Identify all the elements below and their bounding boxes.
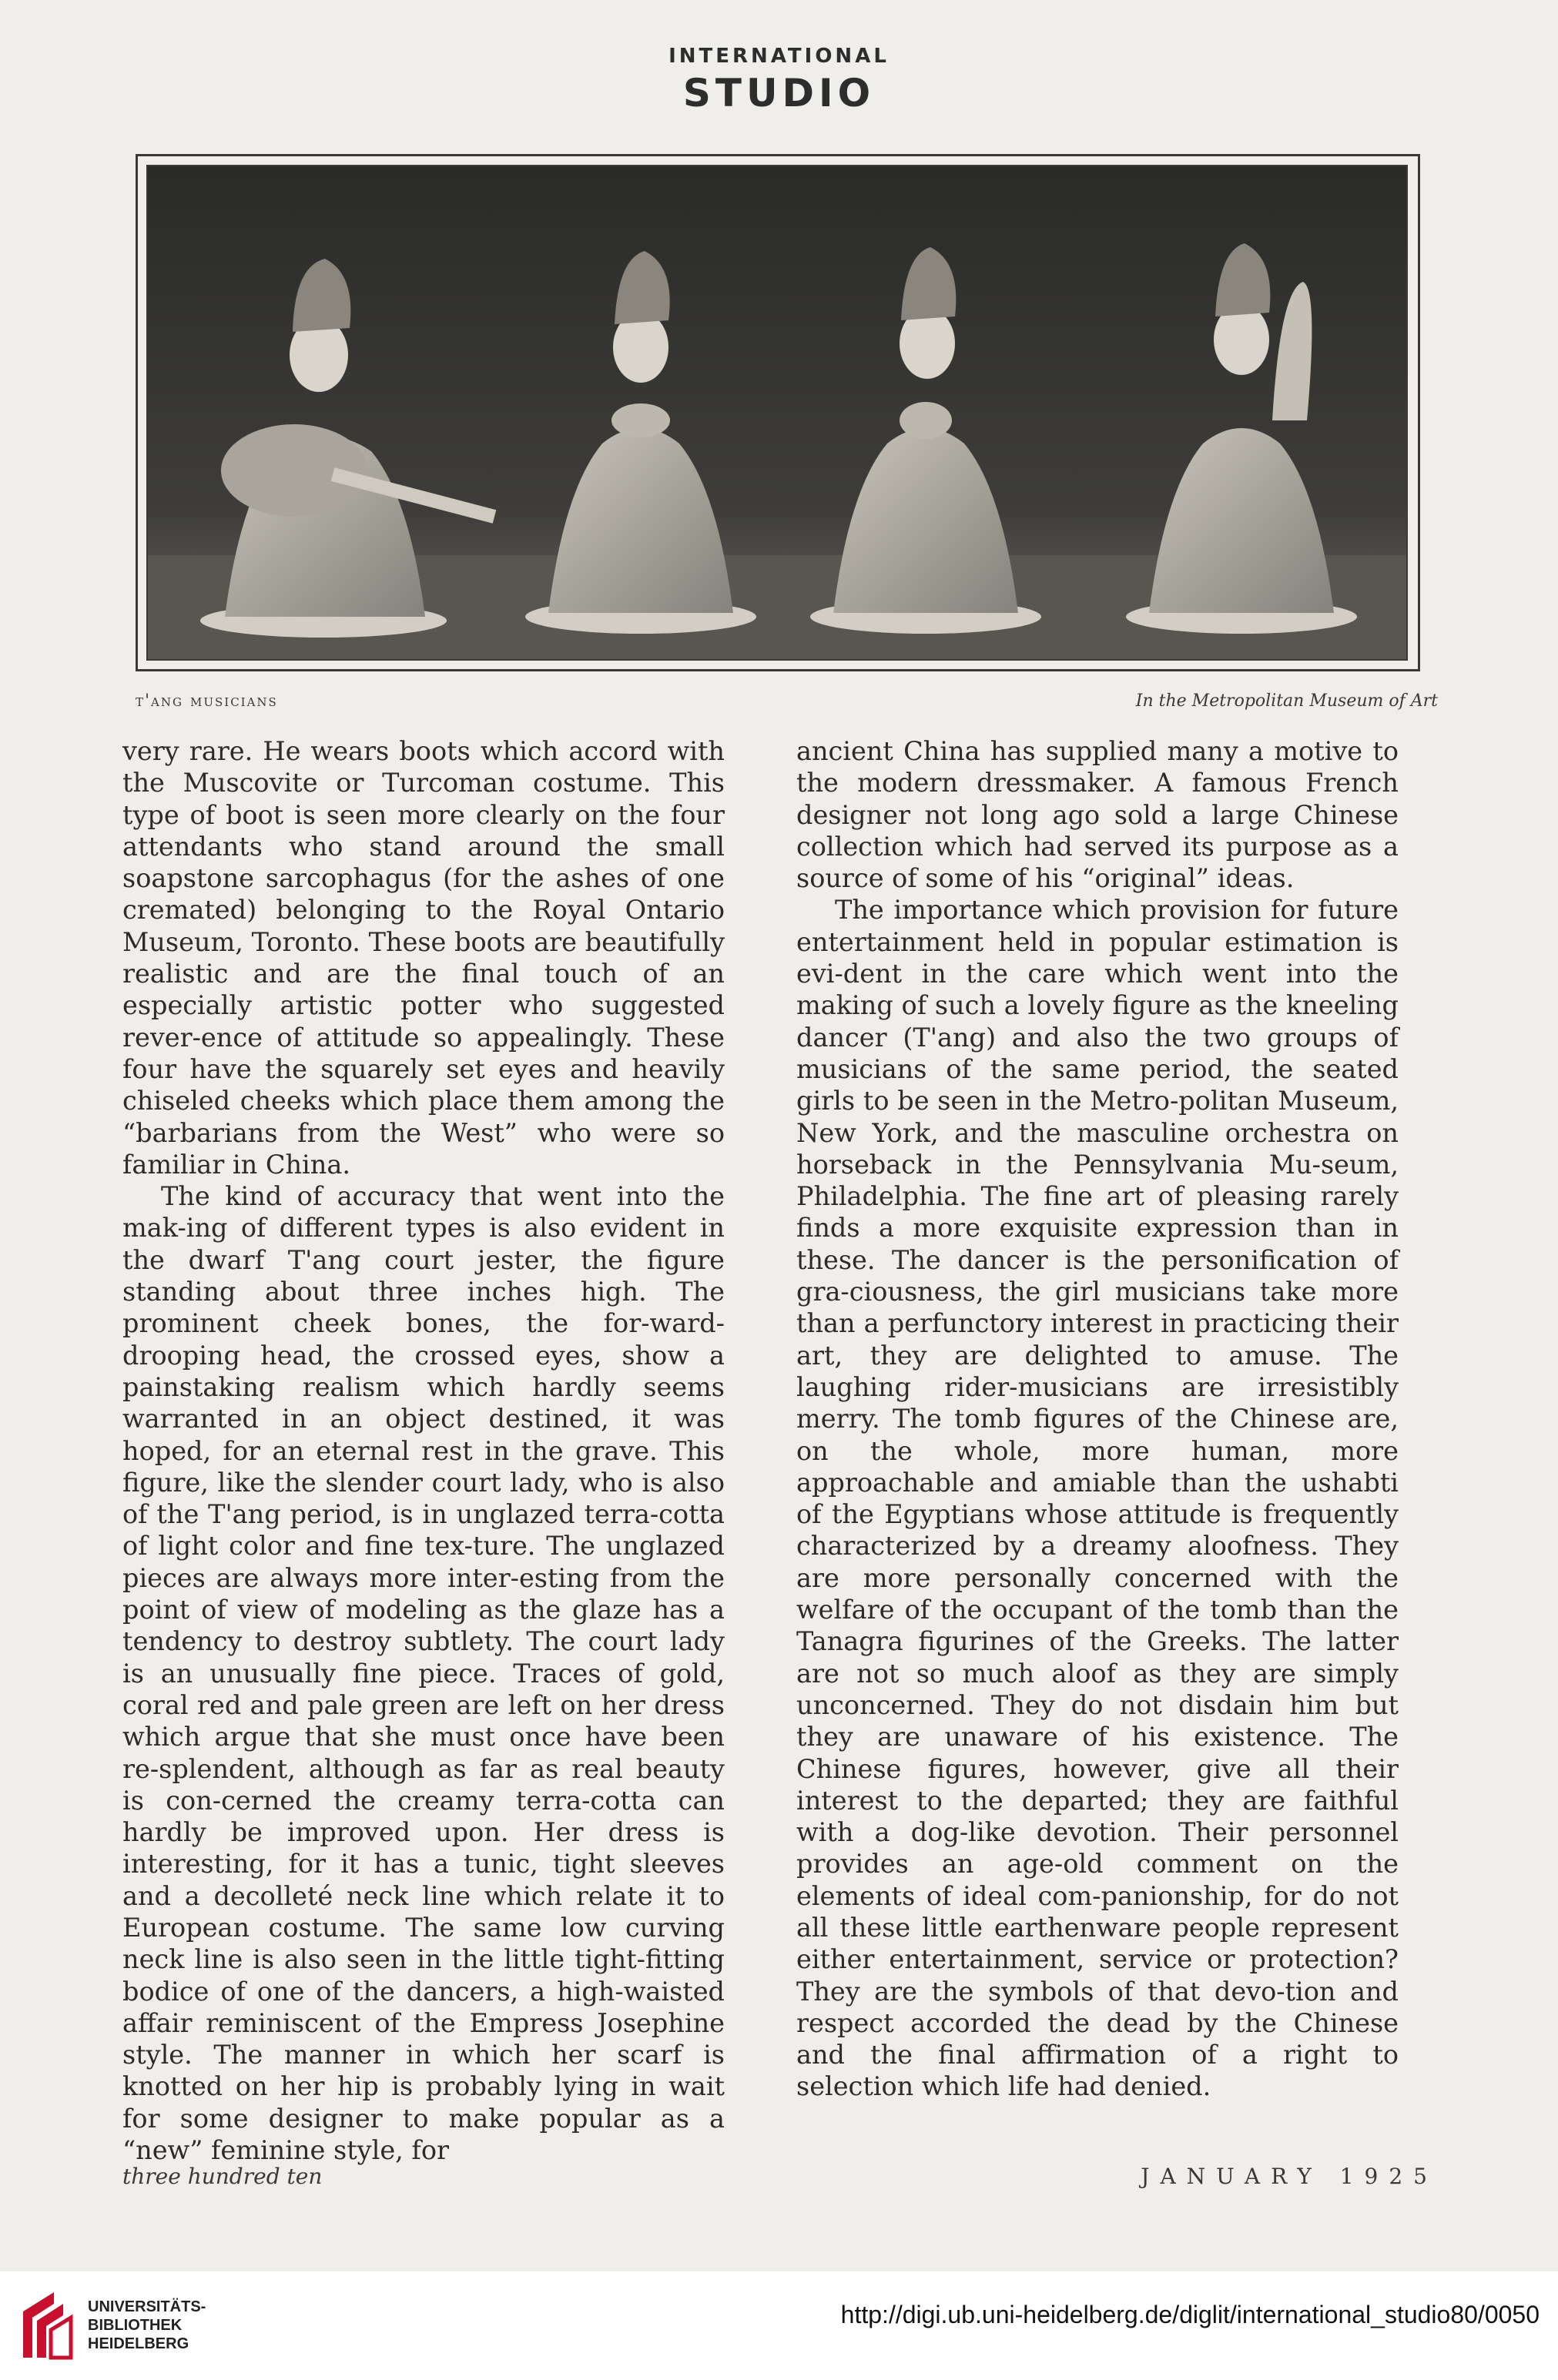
library-name [88,2298,206,2353]
left-paragraph-2: The kind of accuracy that went into the mak-ing of different types is also evident in the dwarf T'ang court jester, the figure standing about three inches high. The prominent cheek bones, the for-ward-drooping head, the crossed eyes, show a painstaking realism which hardly seems warranted in an object destined, it was hoped, for an eternal rest in the grave. This figure, like the slender court lady, who is also of the T'ang period, is in unglazed terra-cotta of light color and fine tex-ture. The unglazed pieces are always more inter-esting from the point of view of modeling as the glaze has a tendency to destroy subtlety. The court lady is an unusually fine piece. Traces of gold, coral red and pale green are left on her dress which argue that she must once have been re-splendent, although as far as real beauty is con-cerned the creamy terra-cotta can hardly be improved upon. Her dress is interesting, for it has a tunic, tight sleeves and a decolleté neck line which relate it to European costume. The same low curving neck line is also seen in the little tight-fitting bodice of one of the dancers, a high-waisted affair reminiscent of the Empress Josephine style. The manner in which her scarf is knotted on her hip is probably lying in wait for some designer to make popular as a “new” feminine style, for [122,1181,725,2166]
plate-credit: In the Metropolitan Museum of Art [1135,691,1438,711]
library-bar [0,2271,1558,2380]
page-number: three hundred ten [122,2164,323,2189]
right-paragraph-2: The importance which provision for future entertainment held in popular estimation is evi-dent in the care which went into the making of such a lovely figure as the kneeling dancer (T'ang) and also the two groups of musicians of the same period, the seated girls to be seen in the Metro-politan Museum, New York, and the masculine orchestra on horseback in the Pennsylvania Mu-seum, Philadelphia. The fine art of pleasing rarely finds a more exquisite expression than in these. The dancer is the personification of gra-ciousness, the girl musicians take more than a perfunctory interest in practicing their art, they are delighted to amuse. The laughing rider-musicians are irresistibly merry. The tomb figures of the Chinese are, on the whole, more human, more approachable and amiable than the ushabti of the Egyptians whose attitude is frequently characterized by a dreamy aloofness. They are more personally concerned with the welfare of the occupant of the tomb than the Tanagra figurines of the Greeks. The latter are not so much aloof as they are simply unconcerned. They do not disdain him but they are unaware of his existence. The Chinese figures, however, give all their interest to the departed; they are faithful with a dog-like devotion. Their personnel provides an age-old comment on the elements of ideal com-panionship, for do not all these little earthenware people represent either entertainment, service or protection? They are the symbols of that devo-tion and respect accorded the dead by the Chinese and the final affirmation of a right to selection which life had denied. [796,895,1399,2102]
left-paragraph-1: very rare. He wears boots which accord with the Muscovite or Turcoman costume. This type of boot is seen more clearly on the four attendants who stand around the small soapstone sarcophagus (for the ashes of one cremated) belonging to the Royal Ontario Museum, Toronto. These boots are beautifully realistic and are the final touch of an especially artistic potter who suggested rever-ence of attitude so appealingly. These four have the squarely set eyes and heavily chiseled cheeks which place them among the “barbarians from the West” who were so familiar in China. [122,736,725,1180]
right-column [796,735,1399,2103]
university-library-logo-icon[interactable] [15,2288,77,2365]
masthead-international: INTERNATIONAL [668,45,890,68]
library-name-line-3: HEIDELBERG [88,2335,189,2352]
library-name-line-2: BIBLIOTHEK [88,2317,183,2334]
issue-date: JANUARY 1925 [1141,2164,1438,2189]
digital-library-url[interactable]: http://digi.ub.uni-heidelberg.de/diglit/international_studio80/0050 [840,2301,1540,2328]
right-paragraph-1: ancient China has supplied many a motive to the modern dressmaker. A famous French designer not long ago sold a large Chinese collection which had served its purpose as a source of some of his “original” ideas. [796,736,1399,894]
left-column [122,735,725,2166]
figurines-illustration [148,166,1406,659]
masthead-studio: STUDIO [682,71,876,115]
tang-musicians-photograph [146,165,1408,661]
library-name-line-1: UNIVERSITÄTS- [88,2298,206,2315]
plate-caption: t'ang musicians [136,691,278,711]
